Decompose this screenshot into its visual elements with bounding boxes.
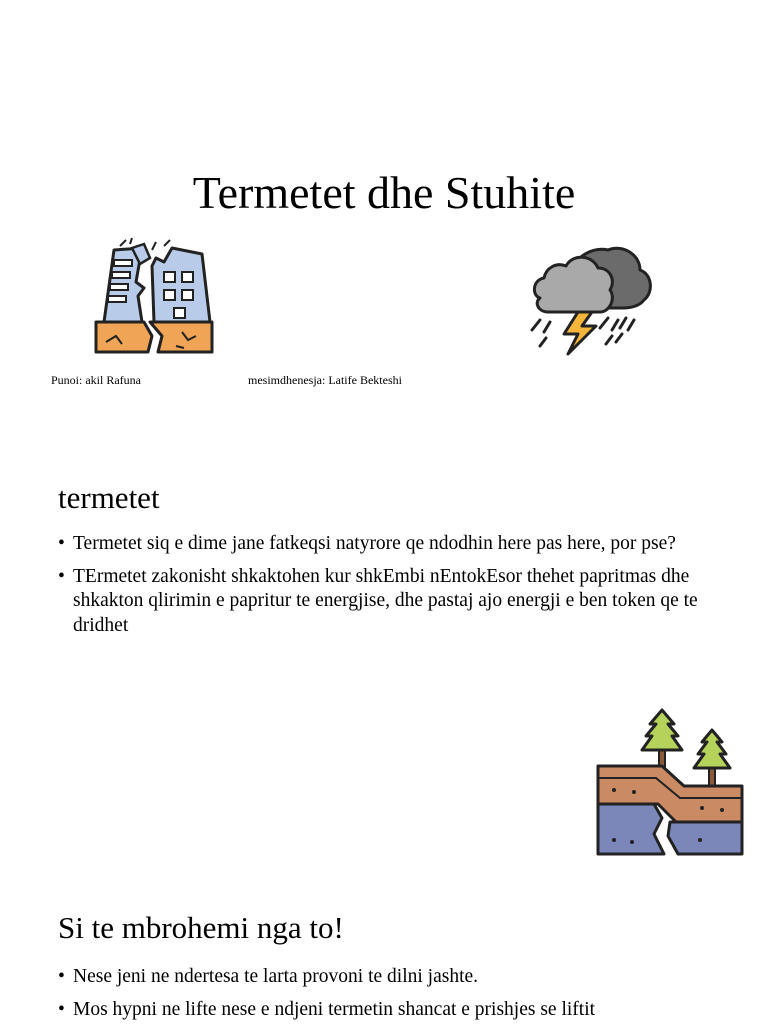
fault-line-trees-icon bbox=[592, 704, 748, 860]
slide-heading: Si te mbrohemi nga to! bbox=[58, 910, 344, 945]
slide-title: Termetet dhe Stuhite bbox=[192, 167, 576, 218]
bullet-glyph: • bbox=[58, 565, 65, 587]
storm-cloud-icon bbox=[526, 240, 656, 356]
bullet-glyph: • bbox=[58, 533, 65, 554]
list-item: • Nese jeni ne ndertesa te larta provoni te dilni jashte. bbox=[58, 965, 718, 990]
list-item: • Mos hypni ne lifte nese e ndjeni termetin shancat e prishjes se liftit bbox=[58, 998, 718, 1023]
list-item: • TErmetet zakonisht shkaktohen kur shkEmbi nEntokEsor thehet papritmas dhe shkakton qlirimin e papritur te energjise, dhe pastaj ajo energji e ben token qe te dridhet bbox=[58, 565, 698, 636]
bullet-glyph: • bbox=[58, 966, 65, 987]
bullet-list bbox=[58, 965, 718, 1030]
bullet-glyph: • bbox=[58, 998, 65, 1020]
bullet-list bbox=[58, 532, 718, 646]
slide-heading: termetet bbox=[58, 480, 160, 515]
earthquakes-slide bbox=[0, 432, 768, 862]
list-item: • Termetet siq e dime jane fatkeqsi natyrore qe ndodhin here pas here, por pse? bbox=[58, 532, 718, 557]
protection-slide bbox=[0, 862, 768, 1024]
earthquake-building-icon bbox=[92, 236, 216, 356]
title-slide bbox=[0, 0, 768, 432]
teacher-credit: mesimdhenesja: Latife Bekteshi bbox=[248, 373, 402, 387]
author-credit: Punoi: akil Rafuna bbox=[51, 373, 141, 387]
